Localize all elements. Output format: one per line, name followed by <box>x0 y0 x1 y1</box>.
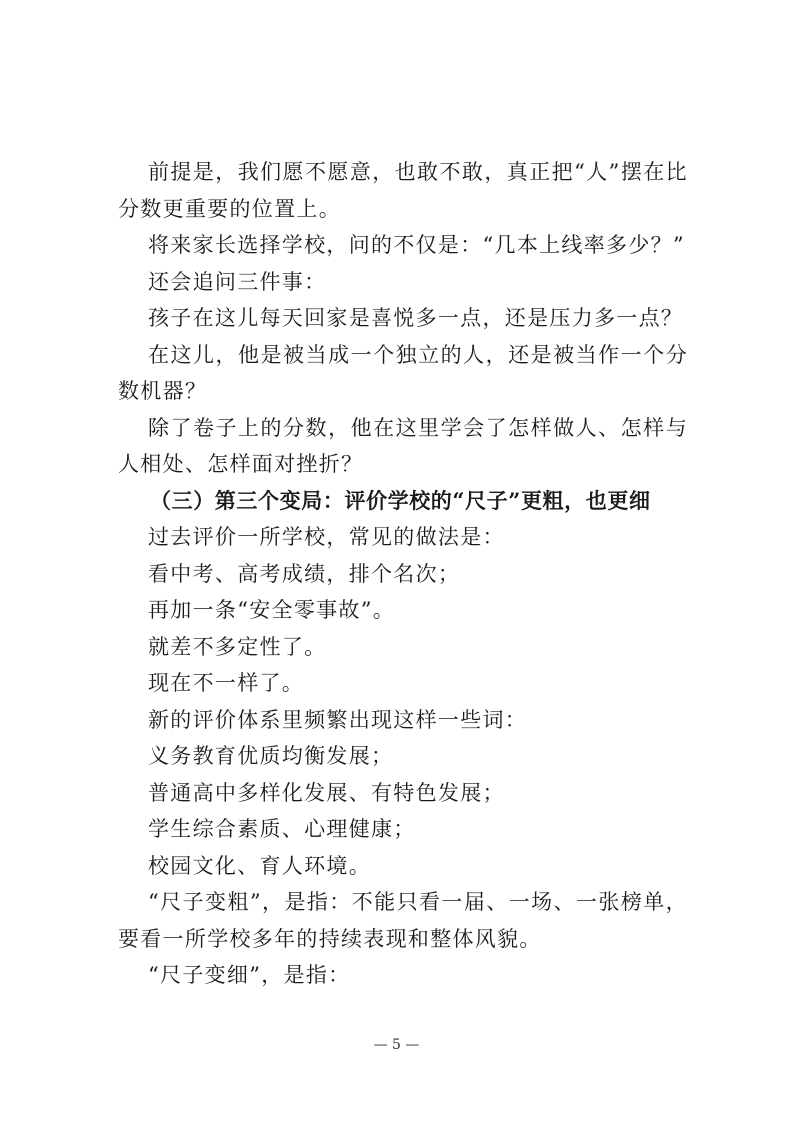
paragraph: 再加一条“安全零事故”。 <box>148 598 396 622</box>
paragraph: 校园文化、育人环境。 <box>148 853 371 878</box>
paragraph: “尺子变粗”，是指：不能只看一届、一场、一张榜单，要看一所学校多年的持续表现和整体风貌。 <box>118 890 688 951</box>
paragraph: 看中考、高考成绩，排个名次； <box>148 561 461 586</box>
paragraph: 就差不多定性了。 <box>148 634 327 659</box>
paragraph: 将来家长选择学校，问的不仅是：“几本上线率多少？” <box>148 233 685 257</box>
paragraph: 孩子在这儿每天回家是喜悦多一点，还是压力多一点？ <box>148 306 684 330</box>
paragraph: 学生综合素质、心理健康； <box>148 817 416 841</box>
body-text <box>118 154 688 994</box>
paragraph: 普通高中多样化发展、有特色发展； <box>148 780 505 805</box>
page-number: — 5 — <box>373 1037 420 1053</box>
paragraph: 在这儿，他是被当成一个独立的人，还是被当作一个分数机器？ <box>118 342 688 403</box>
section-heading: （三）第三个变局：评价学校的“尺子”更粗，也更细 <box>150 487 651 513</box>
paragraph: “尺子变细”，是指： <box>148 963 351 987</box>
paragraph: 过去评价一所学校，常见的做法是： <box>148 525 505 549</box>
paragraph: 义务教育优质均衡发展； <box>148 744 394 768</box>
paragraph: 除了卷子上的分数，他在这里学会了怎样做人、怎样与人相处、怎样面对挫折？ <box>118 415 688 476</box>
paragraph: 现在不一样了。 <box>148 671 305 695</box>
paragraph: 前提是，我们愿不愿意，也敢不敢，真正把“人”摆在比分数更重要的位置上。 <box>118 160 688 221</box>
paragraph: 新的评价体系里频繁出现这样一些词： <box>148 707 528 732</box>
paragraph: 还会追问三件事： <box>148 269 327 294</box>
